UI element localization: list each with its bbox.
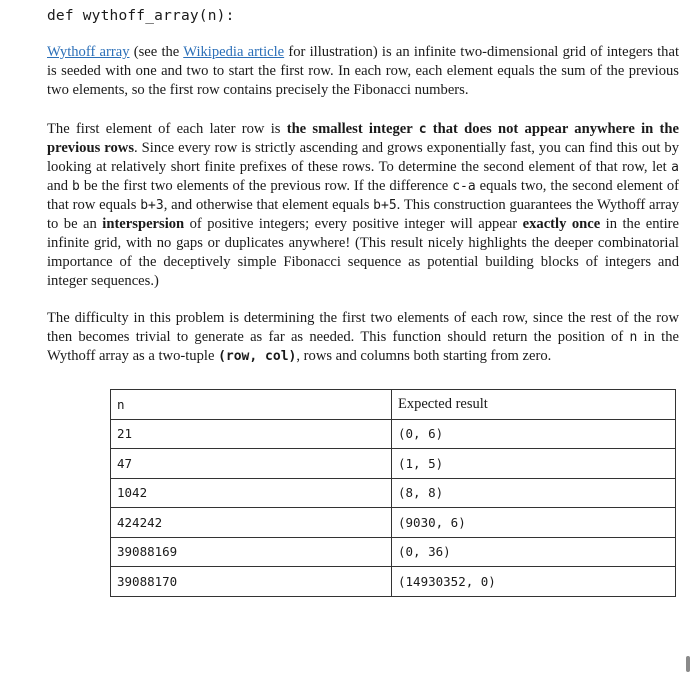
construction-text-6: , and otherwise that element equals xyxy=(163,197,374,213)
cell-n: 47 xyxy=(111,449,392,479)
expected-results-table xyxy=(110,389,676,597)
table-row xyxy=(111,478,676,508)
task-code-row-col: (row, col) xyxy=(218,349,297,364)
column-header-expected-result: Expected result xyxy=(392,390,676,420)
construction-code-b: b xyxy=(72,179,80,194)
cell-n: 1042 xyxy=(111,478,392,508)
construction-text-9: in the entire infinite grid, with no gaps or duplicates anywhere! (This result nicely highlights the deeper combinatorial importance of the deceptively simple Fibonacci sequence as potential building blocks of integers and integer sequences.) xyxy=(47,216,679,289)
task-text-3: , rows and columns both starting from zero. xyxy=(296,348,552,364)
construction-text-1: The first element of each later row is xyxy=(47,121,287,137)
task-code-n: n xyxy=(629,330,638,345)
table-row xyxy=(111,508,676,538)
cell-n: 424242 xyxy=(111,508,392,538)
intro-text-1: (see the xyxy=(129,44,184,60)
construction-text-4: be the first two elements of the previous row. If the difference xyxy=(79,178,453,194)
table-row xyxy=(111,537,676,567)
cell-expected-result: (14930352, 0) xyxy=(392,567,676,597)
construction-code-b-plus-3: b+3 xyxy=(140,198,164,213)
construction-text-3: and xyxy=(47,178,73,194)
cell-n: 21 xyxy=(111,419,392,449)
cell-n: 39088170 xyxy=(111,567,392,597)
cell-expected-result: (9030, 6) xyxy=(392,508,676,538)
table-row xyxy=(111,419,676,449)
cell-expected-result: (0, 36) xyxy=(392,537,676,567)
construction-text-7: . This construction guarantees the Wythoff array to be an xyxy=(47,197,680,232)
construction-bold-interspersion: interspersion xyxy=(102,216,185,232)
construction-text-2: . Since every row is strictly ascending and grows exponentially fast, you can find this out by looking at relatively short finite prefixes of these rows. To determine the second element of that row, let xyxy=(47,140,679,175)
construction-bold-exactly-once: exactly once xyxy=(522,216,601,232)
table-row xyxy=(111,449,676,479)
construction-bold-1a: the smallest integer xyxy=(286,121,419,137)
construction-code-a: a xyxy=(671,160,679,175)
construction-text-5: equals two, the second element of that row equals xyxy=(47,178,679,213)
construction-text-8: of positive integers; every positive integer will appear xyxy=(184,216,523,232)
cell-n: 39088169 xyxy=(111,537,392,567)
wythoff-array-link[interactable]: Wythoff array xyxy=(47,44,130,60)
cell-expected-result: (8, 8) xyxy=(392,478,676,508)
construction-code-c: c xyxy=(418,122,427,137)
construction-paragraph xyxy=(47,120,679,291)
table-row xyxy=(111,567,676,597)
cell-expected-result: (0, 6) xyxy=(392,419,676,449)
construction-code-c-minus-a: c-a xyxy=(452,179,476,194)
function-signature: def wythoff_array(n): xyxy=(47,8,235,24)
construction-bold-1b: that does not appear anywhere in the previous rows xyxy=(47,121,679,156)
task-text-1: The difficulty in this problem is determining the first two elements of each row, since the rest of the row then becomes trivial to generate as far as needed. This function should return the position of xyxy=(47,310,679,345)
scrollbar-thumb[interactable] xyxy=(686,656,690,672)
table-header-row xyxy=(111,390,676,420)
intro-text-2: for illustration) is an infinite two-dimensional grid of integers that is seeded with one and two to start the first row. In each row, each element equals the sum of the previous two elements, so the first row contains precisely the Fibonacci numbers. xyxy=(47,44,679,98)
column-header-n: n xyxy=(111,390,392,420)
cell-expected-result: (1, 5) xyxy=(392,449,676,479)
task-text-2: in the Wythoff array as a two-tuple xyxy=(47,329,679,364)
wikipedia-article-link[interactable]: Wikipedia article xyxy=(183,44,285,60)
task-paragraph xyxy=(47,309,679,366)
intro-paragraph xyxy=(47,43,679,100)
construction-code-b-plus-5: b+5 xyxy=(373,198,397,213)
